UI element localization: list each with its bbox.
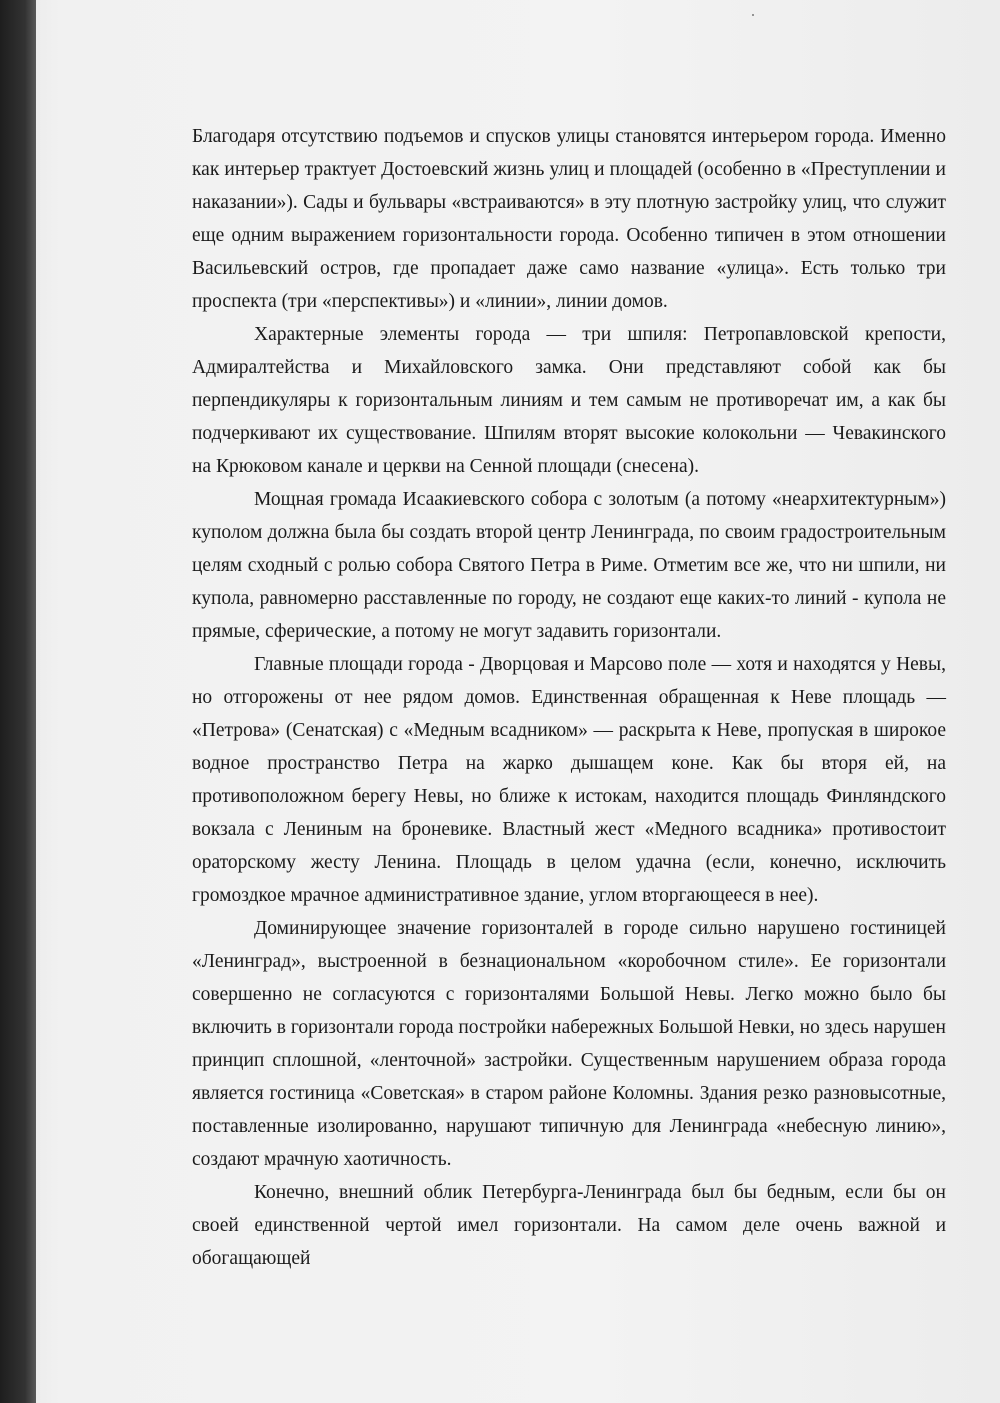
paragraph-6: Конечно, внешний облик Петербурга-Ленинграда был бы бедным, если бы он своей единственной чертой имел горизонтали. На самом деле очень важной и обогащающей	[192, 1182, 946, 1269]
paragraph-2: Характерные элементы города — три шпиля: Петропавловской крепости, Адмиралтейства и Михайловского замка. Они представляют собой как бы перпендикуляры к горизонтальным линиям и тем самым не противоречат им, а как бы подчеркивают их существование. Шпилям вторят высокие колокольни — Чевакинского на Крюковом канале и церкви на Сенной площади (снесена).	[192, 324, 946, 477]
paragraph-4: Главные площади города - Дворцовая и Марсово поле — хотя и находятся у Невы, но отгорожены от нее рядом домов. Единственная обращенная к Неве площадь — «Петрова» (Сенатская) с «Медным всадником» — раскрыта к Неве, пропуская в широкое водное пространство Петра на жарко дышащем коне. Как бы вторя ей, на противоположном берегу Невы, но ближе к истокам, находится площадь Финляндского вокзала с Лениным на броневике. Властный жест «Медного всадника» противостоит ораторскому жесту Ленина. Площадь в целом удачна (если, конечно, исключить громоздкое мрачное административное здание, углом вторгающееся в нее).	[192, 654, 946, 906]
scan-edge-shadow	[0, 0, 36, 1403]
paragraph-5: Доминирующее значение горизонталей в городе сильно нарушено гостиницей «Ленинград», выстроенной в безнациональном «коробочном стиле». Ее горизонтали совершенно не согласуются с горизонталями Большой Невы. Легко можно было бы включить в горизонтали города постройки набережных Большой Невки, но здесь нарушен принцип сплошной, «ленточной» застройки. Существенным нарушением образа города является гостиница «Советская» в старом районе Коломны. Здания резко разновысотные, поставленные изолированно, нарушают типичную для Ленинграда «небесную линию», создают мрачную хаотичность.	[192, 918, 946, 1170]
paragraph-3: Мощная громада Исаакиевского собора с золотым (а потому «неархитектурным») куполом должна была бы создать второй центр Ленинграда, по своим градостроительным целям сходный с ролью собора Святого Петра в Риме. Отметим все же, что ни шпили, ни купола, равномерно расставленные по городу, не создают еще каких-то линий - купола не прямые, сферические, а потому не могут задавить горизонтали.	[192, 489, 946, 642]
paragraph-1: Благодаря отсутствию подъемов и спусков улицы становятся интерьером города. Именно как интерьер трактует Достоевский жизнь улиц и площадей (особенно в «Преступлении и наказании»). Сады и бульвары «встраиваются» в эту плотную застройку улиц, что служит еще одним выражением горизонтальности города. Особенно типичен в этом отношении Васильевский остров, где пропадает даже само название «улица». Есть только три проспекта (три «перспективы») и «линии», линии домов.	[192, 126, 946, 312]
page-text	[192, 120, 946, 1275]
scan-dust-mark	[752, 14, 754, 16]
